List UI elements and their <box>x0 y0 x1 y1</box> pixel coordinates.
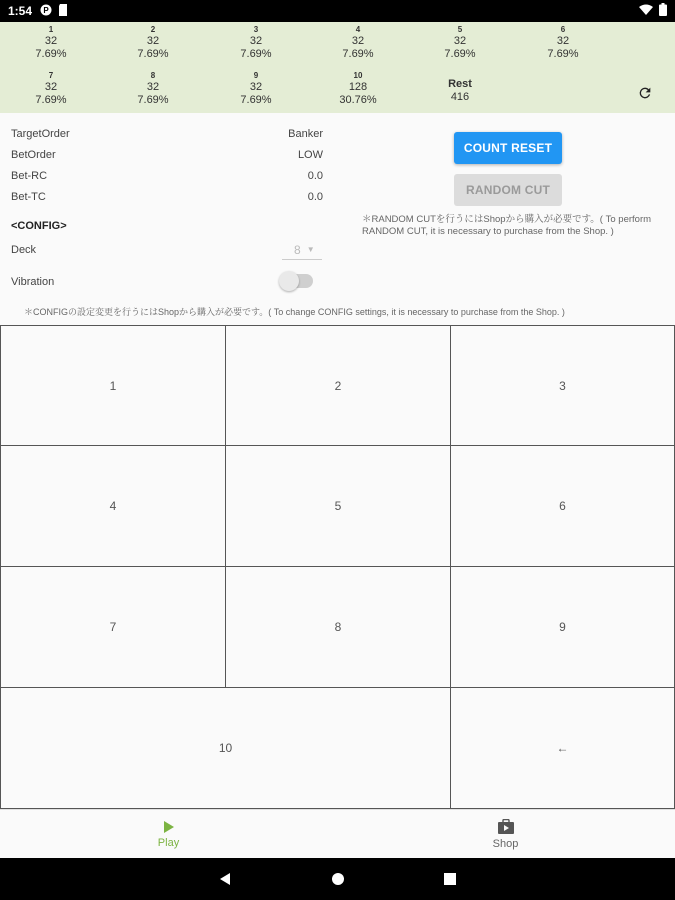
deck-label: Deck <box>11 244 37 256</box>
key-7[interactable]: 7 <box>0 566 226 688</box>
random-cut-button[interactable]: RANDOM CUT <box>454 174 562 206</box>
battery-icon <box>659 3 667 19</box>
count-cell-1 <box>11 25 91 61</box>
count-percent: 7.69% <box>137 48 169 60</box>
count-value: 128 <box>348 81 368 93</box>
count-percent: 7.69% <box>342 48 374 60</box>
refresh-icon <box>637 85 653 101</box>
vibration-label: Vibration <box>11 276 55 288</box>
home-circle-icon <box>331 872 345 886</box>
backspace-key[interactable]: ← <box>450 687 675 809</box>
count-rank: 9 <box>253 71 259 80</box>
number-keypad <box>0 325 675 809</box>
count-cell-4 <box>318 25 398 61</box>
count-cell-10 <box>318 71 398 107</box>
bet-tc-label: Bet-TC <box>11 191 46 203</box>
back-button[interactable] <box>195 858 255 900</box>
count-percent: 7.69% <box>240 94 272 106</box>
count-cell-3 <box>216 25 296 61</box>
count-percent: 7.69% <box>240 48 272 60</box>
target-order-label: TargetOrder <box>11 128 70 140</box>
play-icon <box>163 820 175 834</box>
count-cell-9 <box>216 71 296 107</box>
vibration-toggle[interactable] <box>281 274 313 288</box>
bottom-navigation <box>0 809 675 858</box>
count-value: 32 <box>44 81 58 93</box>
random-cut-note: ＊RANDOM CUTを行うにはShopから購入が必要です。( To perform RANDOM CUT, it is necessary to purchase from the Shop. ) <box>362 214 652 237</box>
toggle-knob <box>279 271 299 291</box>
key-2[interactable]: 2 <box>225 325 451 446</box>
recents-square-icon <box>444 873 456 885</box>
key-8[interactable]: 8 <box>225 566 451 688</box>
count-cell-8 <box>113 71 193 107</box>
bet-tc-value: 0.0 <box>307 191 323 203</box>
count-rank: 6 <box>560 25 566 34</box>
deck-select[interactable] <box>282 240 322 260</box>
refresh-button[interactable] <box>634 82 656 104</box>
chevron-down-icon: ▼ <box>306 245 315 254</box>
back-triangle-icon <box>218 872 232 886</box>
count-rank: 3 <box>253 25 259 34</box>
count-value: 32 <box>249 81 263 93</box>
shop-icon <box>497 819 515 835</box>
count-rank: 8 <box>150 71 156 80</box>
count-value: 32 <box>146 81 160 93</box>
card-count-panel <box>0 22 675 113</box>
count-value: 32 <box>44 35 58 47</box>
bet-order-label: BetOrder <box>11 149 56 161</box>
nav-shop[interactable] <box>337 810 674 859</box>
count-percent: 7.69% <box>547 48 579 60</box>
config-title: <CONFIG> <box>11 220 67 232</box>
bet-rc-label: Bet-RC <box>11 170 48 182</box>
count-rank: 1 <box>48 25 54 34</box>
count-cell-2 <box>113 25 193 61</box>
key-3[interactable]: 3 <box>450 325 675 446</box>
key-6[interactable]: 6 <box>450 445 675 567</box>
bet-rc-value: 0.0 <box>307 170 323 182</box>
count-value: 32 <box>351 35 365 47</box>
count-reset-button[interactable]: COUNT RESET <box>454 132 562 164</box>
count-percent: 7.69% <box>35 48 67 60</box>
status-time: 1:54 <box>8 4 33 18</box>
key-1[interactable]: 1 <box>0 325 226 446</box>
recents-button[interactable] <box>420 858 480 900</box>
wifi-icon <box>639 4 653 19</box>
home-button[interactable] <box>308 858 368 900</box>
count-percent: 7.69% <box>137 94 169 106</box>
key-10[interactable]: 10 <box>0 687 451 809</box>
count-cell-7 <box>11 71 91 107</box>
count-cell-5 <box>420 25 500 61</box>
system-navigation-bar <box>0 858 675 900</box>
count-percent: 7.69% <box>35 94 67 106</box>
circle-p-icon <box>40 4 52 19</box>
count-rank: 7 <box>48 71 54 80</box>
count-cell-6 <box>523 25 603 61</box>
count-value: 32 <box>146 35 160 47</box>
nav-shop-label: Shop <box>492 838 519 850</box>
target-order-value: Banker <box>288 128 323 140</box>
count-rank: 5 <box>457 25 463 34</box>
sd-card-icon <box>58 4 68 19</box>
count-value: 32 <box>453 35 467 47</box>
rest-label: Rest <box>448 78 472 90</box>
count-rank: 4 <box>355 25 361 34</box>
rest-cell <box>420 78 500 104</box>
count-rank: 2 <box>150 25 156 34</box>
bet-order-value: LOW <box>297 149 323 161</box>
count-percent: 30.76% <box>339 94 377 106</box>
key-5[interactable]: 5 <box>225 445 451 567</box>
count-percent: 7.69% <box>444 48 476 60</box>
nav-play-label: Play <box>157 837 180 849</box>
deck-value: 8 <box>294 242 301 257</box>
count-rank: 10 <box>353 71 363 80</box>
key-4[interactable]: 4 <box>0 445 226 567</box>
svg-text:P: P <box>43 5 49 15</box>
rest-value: 416 <box>450 91 470 103</box>
count-value: 32 <box>556 35 570 47</box>
count-value: 32 <box>249 35 263 47</box>
key-9[interactable]: 9 <box>450 566 675 688</box>
status-bar <box>0 0 675 22</box>
nav-play[interactable] <box>0 810 337 859</box>
config-note: ＊CONFIGの設定変更を行うにはShopから購入が必要です。( To change CONFIG settings, it is necessary to purchase from the Shop. ) <box>24 307 565 317</box>
